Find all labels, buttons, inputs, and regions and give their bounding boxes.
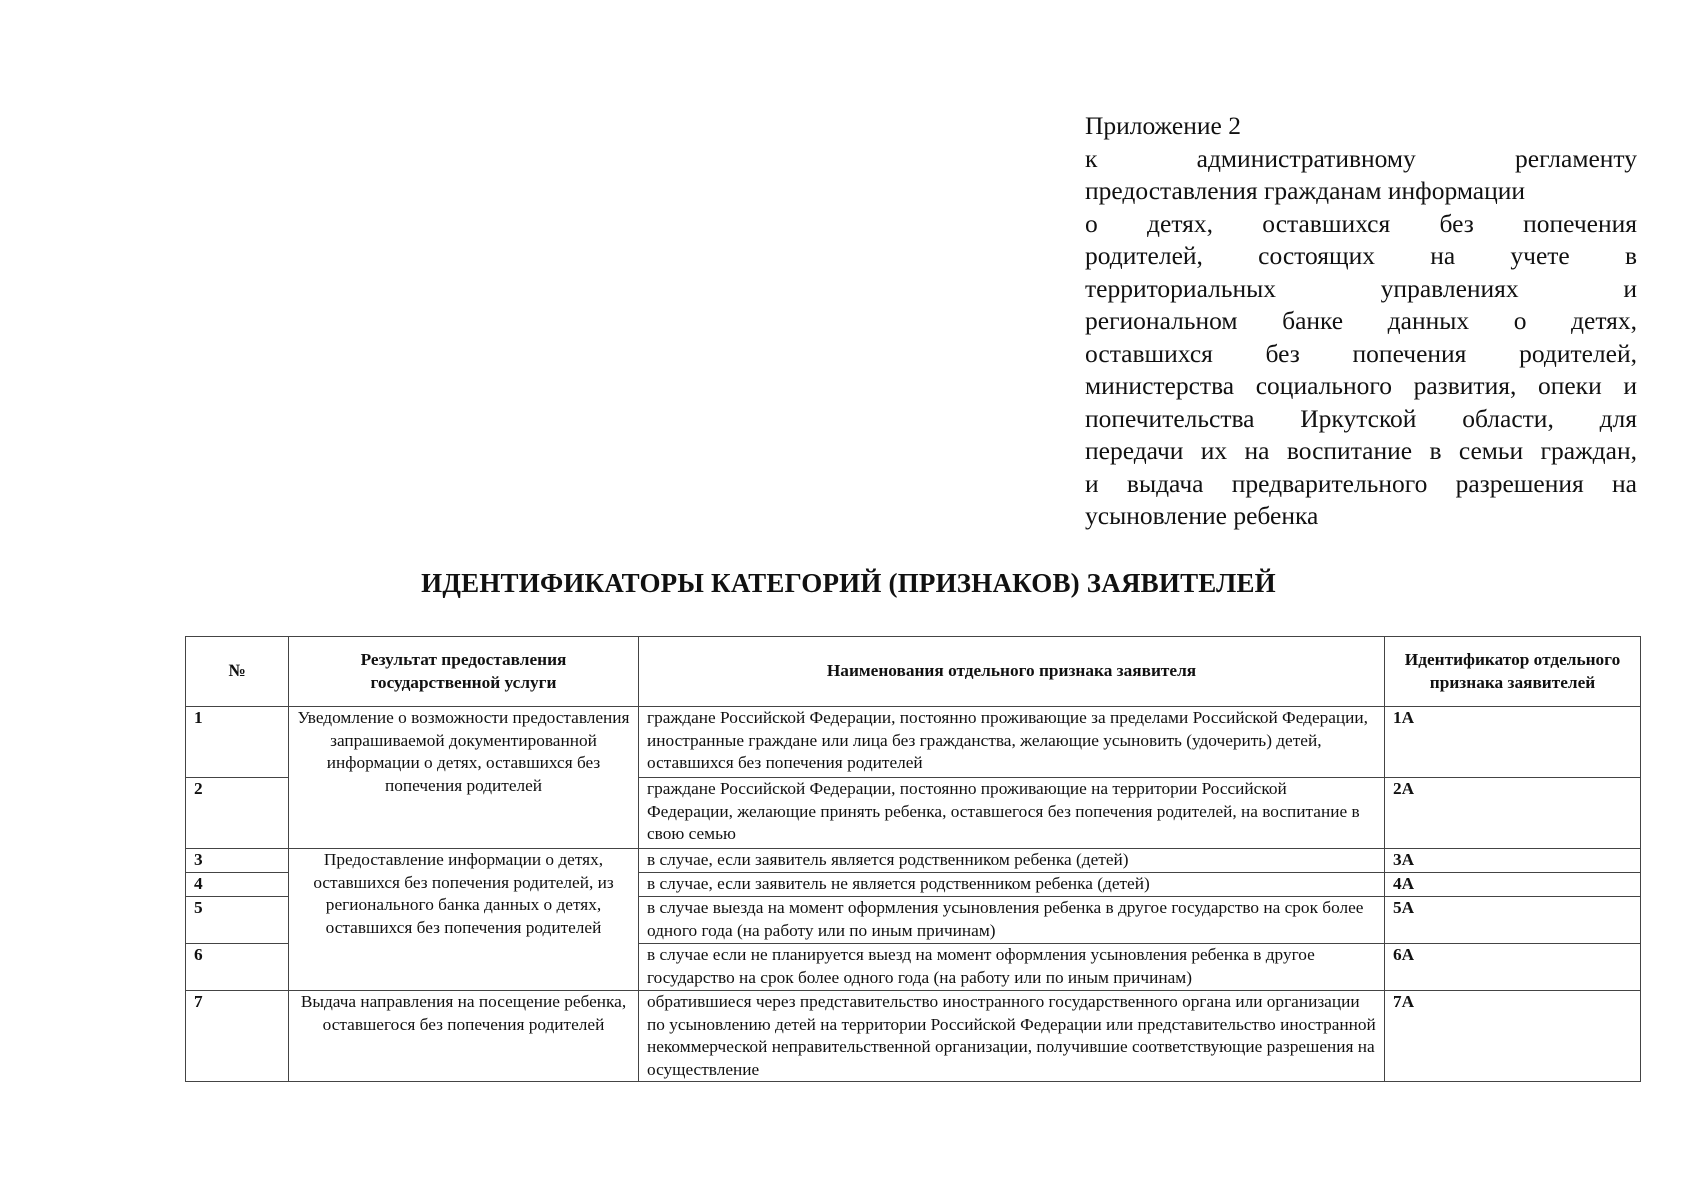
header-number: № — [186, 637, 289, 707]
code-cell: 5А — [1385, 897, 1641, 944]
row-number: 2 — [186, 778, 289, 849]
row-number: 1 — [186, 707, 289, 778]
appendix-line: передачи их на воспитание в семьи граждан, — [1085, 436, 1637, 465]
sign-cell: в случае, если заявитель не является родственником ребенка (детей) — [639, 873, 1385, 897]
result-cell: Уведомление о возможности предоставления запрашиваемой документированной информации о детях, оставшихся без попечения родителей — [289, 707, 639, 849]
code-cell: 6А — [1385, 944, 1641, 991]
code-cell: 1А — [1385, 707, 1641, 778]
table-row — [186, 707, 1641, 778]
row-number: 3 — [186, 849, 289, 873]
appendix-line: оставшихся без попечения родителей, — [1085, 338, 1637, 368]
appendix-header — [1085, 110, 1637, 533]
header-sign: Наименования отдельного признака заявителя — [639, 637, 1385, 707]
appendix-line: предоставления гражданам информации — [1085, 176, 1526, 205]
table-row — [186, 991, 1641, 1082]
row-number: 5 — [186, 897, 289, 944]
sign-cell: граждане Российской Федерации, постоянно проживающие на территории Российской Федерации, желающие принять ребенка, оставшегося без попечения родителей, на воспитание в свою семью — [639, 778, 1385, 849]
appendix-line: родителей, состоящих на учете в — [1085, 241, 1637, 270]
code-cell: 3А — [1385, 849, 1641, 873]
result-cell: Выдача направления на посещение ребенка, оставшегося без попечения родителей — [289, 991, 639, 1082]
header-code: Идентификатор отдельного признака заявителей — [1385, 637, 1641, 707]
sign-cell: в случае выезда на момент оформления усыновления ребенка в другое государство на срок более одного года (на работу или по иным причинам) — [639, 897, 1385, 944]
appendix-line: Приложение 2 — [1085, 111, 1241, 140]
appendix-line: министерства социального развития, опеки и — [1085, 371, 1637, 400]
header-result: Результат предоставления государственной услуги — [289, 637, 639, 707]
row-number: 7 — [186, 991, 289, 1082]
appendix-line: региональном банке данных о детях, — [1085, 306, 1637, 335]
code-cell: 7А — [1385, 991, 1641, 1082]
code-cell: 2А — [1385, 778, 1641, 849]
appendix-line: о детях, оставшихся без попечения — [1085, 208, 1637, 238]
appendix-line: территориальных управлениях и — [1085, 273, 1637, 303]
sign-cell: в случае, если заявитель является родственником ребенка (детей) — [639, 849, 1385, 873]
code-cell: 4А — [1385, 873, 1641, 897]
sign-cell: в случае если не планируется выезд на момент оформления усыновления ребенка в другое государство на срок более одного года (на работу или по иным причинам) — [639, 944, 1385, 991]
table-header-row — [186, 637, 1641, 707]
row-number: 6 — [186, 944, 289, 991]
table-row — [186, 849, 1641, 873]
sign-cell: обратившиеся через представительство иностранного государственного органа или организации по усыновлению детей на территории Российской Федерации или представительство иностранной некоммерческой неправительственной организации, получившие соответствующие разрешения на осуществление — [639, 991, 1385, 1082]
result-cell: Предоставление информации о детях, оставшихся без попечения родителей, из регионального банка данных о детях, оставшихся без попечения родителей — [289, 849, 639, 991]
identifiers-table — [185, 636, 1641, 1082]
appendix-line: к административному регламенту — [1085, 143, 1637, 173]
sign-cell: граждане Российской Федерации, постоянно проживающие за пределами Российской Федерации, иностранные граждане или лица без гражданства, желающие усыновить (удочерить) детей, оставшихся без попечения родителей — [639, 707, 1385, 778]
appendix-line: и выдача предварительного разрешения на — [1085, 468, 1637, 498]
appendix-line: попечительства Иркутской области, для — [1085, 403, 1637, 433]
document-title: ИДЕНТИФИКАТОРЫ КАТЕГОРИЙ (ПРИЗНАКОВ) ЗАЯВИТЕЛЕЙ — [421, 568, 1276, 598]
row-number: 4 — [186, 873, 289, 897]
appendix-line: усыновление ребенка — [1085, 501, 1319, 530]
